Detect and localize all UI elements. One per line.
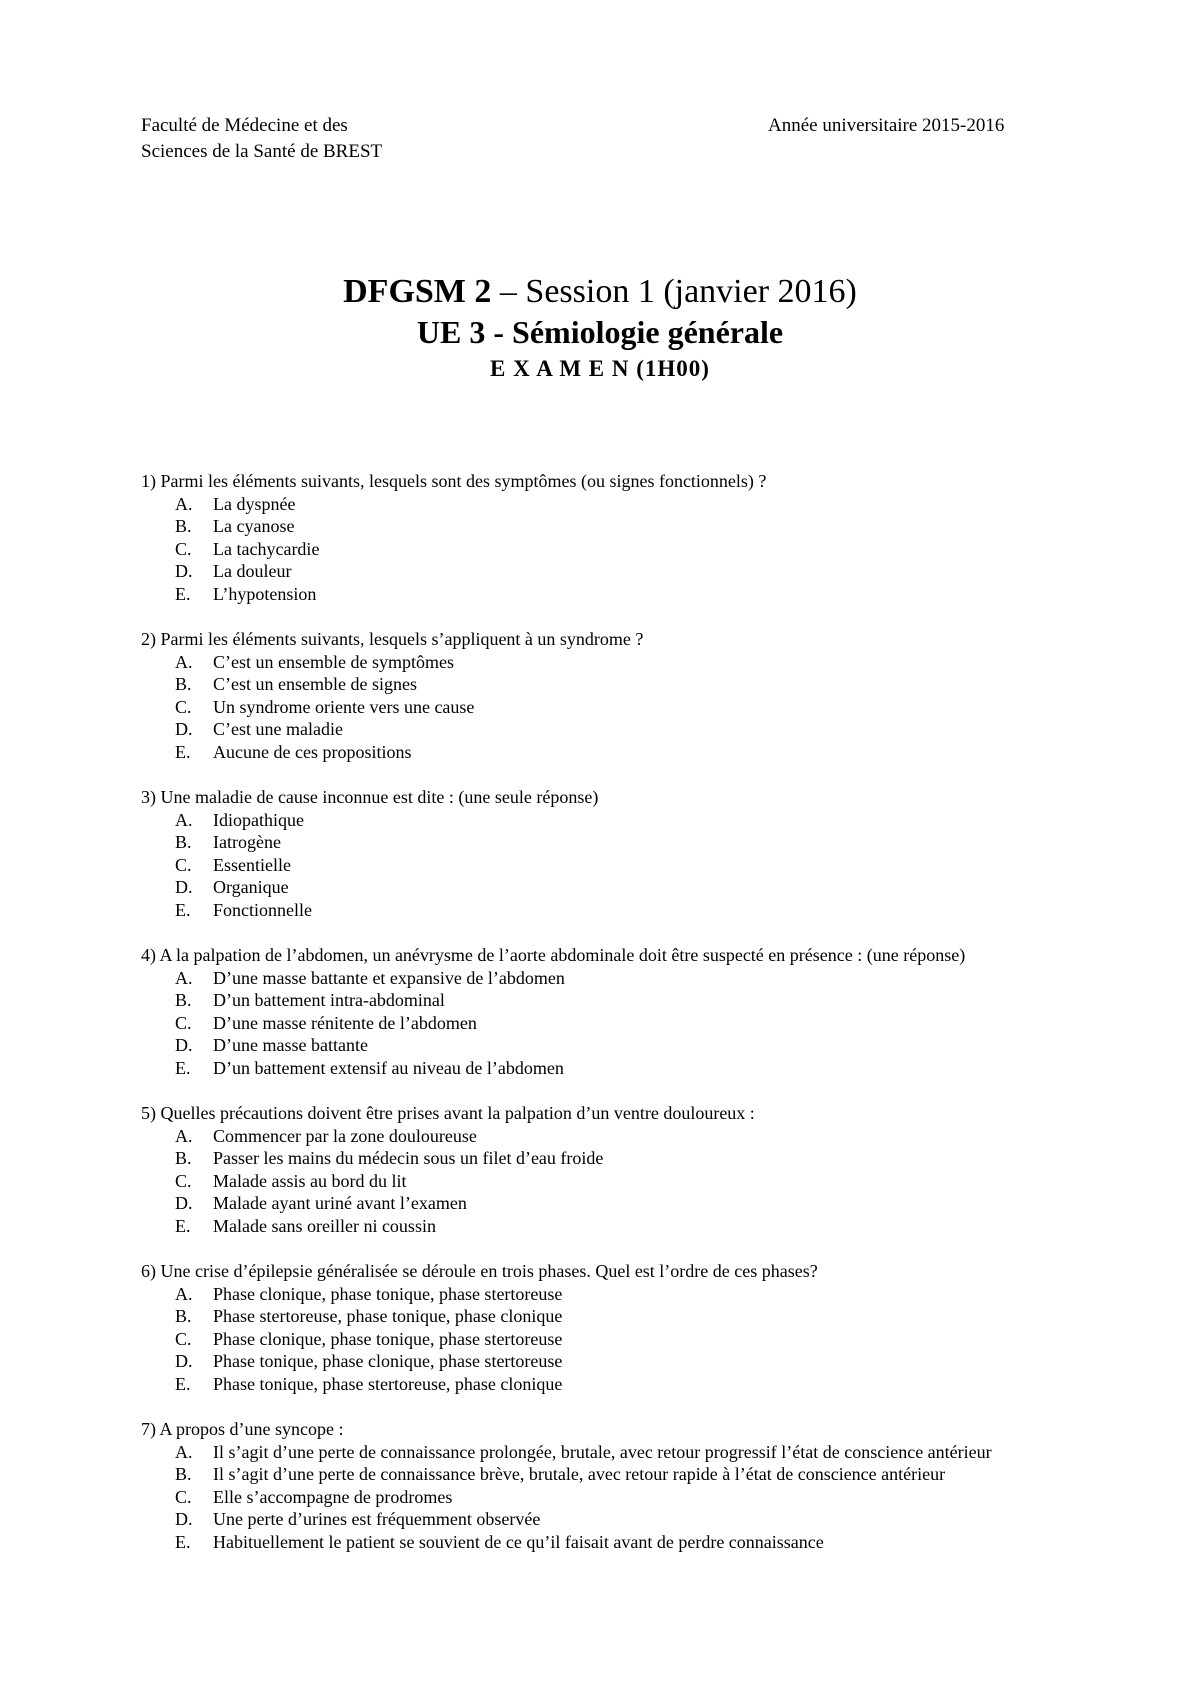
- option-letter: E.: [175, 1373, 191, 1394]
- session-label: – Session 1 (janvier 2016): [491, 273, 857, 310]
- answer-options: [141, 809, 1171, 922]
- option-text: Phase stertoreuse, phase tonique, phase clonique: [213, 1306, 563, 1326]
- option-letter: D.: [175, 719, 193, 739]
- question-text: 1) Parmi les éléments suivants, lesquels sont des symptômes (ou signes fonctionnels) ?: [141, 471, 767, 491]
- answer-option: [141, 967, 1171, 990]
- option-letter: C.: [175, 1328, 192, 1349]
- option-text: Idiopathique: [213, 809, 304, 830]
- answer-options: [141, 493, 1171, 606]
- answer-option: [141, 718, 1171, 741]
- option-letter: A.: [175, 1283, 193, 1304]
- option-text: Passer les mains du médecin sous un filet d’eau froide: [213, 1148, 604, 1168]
- option-letter: B.: [175, 832, 192, 852]
- answer-option: [141, 876, 1171, 899]
- option-text: Malade sans oreiller ni coussin: [213, 1215, 436, 1236]
- option-text: Elle s’accompagne de prodromes: [213, 1486, 453, 1507]
- question-2: [141, 628, 1171, 763]
- option-text: C’est une maladie: [213, 719, 343, 739]
- answer-option: [141, 1192, 1171, 1215]
- option-text: Il s’agit d’une perte de connaissance prolongée, brutale, avec retour progressif l’état de conscience antérieur: [213, 1441, 992, 1462]
- question-list: [141, 470, 1171, 1576]
- option-letter: B.: [175, 1148, 192, 1168]
- option-letter: E.: [175, 1057, 191, 1078]
- answer-option: [141, 831, 1171, 854]
- answer-option: [141, 1508, 1171, 1531]
- answer-options: [141, 1283, 1171, 1396]
- question-6: [141, 1260, 1171, 1395]
- answer-option: [141, 854, 1171, 877]
- option-text: Fonctionnelle: [213, 899, 312, 920]
- answer-option: [141, 493, 1171, 516]
- question-text: 6) Une crise d’épilepsie généralisée se déroule en trois phases. Quel est l’ordre de ces phases?: [141, 1261, 818, 1281]
- institution-line-2: Sciences de la Santé de BREST: [141, 141, 383, 162]
- answer-option: [141, 1373, 1171, 1396]
- option-letter: A.: [175, 493, 193, 514]
- option-letter: E.: [175, 899, 191, 920]
- option-letter: C.: [175, 1012, 192, 1033]
- option-text: D’une masse rénitente de l’abdomen: [213, 1012, 477, 1033]
- option-letter: C.: [175, 1170, 192, 1191]
- option-letter: D.: [175, 1035, 193, 1055]
- option-text: C’est un ensemble de symptômes: [213, 651, 454, 672]
- option-letter: E.: [175, 1531, 191, 1552]
- question-3: [141, 786, 1171, 921]
- answer-option: [141, 696, 1171, 719]
- answer-option: [141, 651, 1171, 674]
- option-letter: D.: [175, 1351, 193, 1371]
- academic-year: Année universitaire 2015-2016: [768, 115, 1005, 136]
- option-text: Habituellement le patient se souvient de ce qu’il faisait avant de perdre connaissance: [213, 1531, 824, 1552]
- answer-option: [141, 809, 1171, 832]
- option-text: Phase clonique, phase tonique, phase stertoreuse: [213, 1283, 563, 1304]
- option-letter: E.: [175, 583, 191, 604]
- option-letter: C.: [175, 538, 192, 559]
- question-text: 7) A propos d’une syncope :: [141, 1419, 344, 1439]
- option-letter: C.: [175, 1486, 192, 1507]
- answer-option: [141, 899, 1171, 922]
- answer-option: [141, 515, 1171, 538]
- answer-option: [141, 1170, 1171, 1193]
- option-text: Essentielle: [213, 854, 291, 875]
- answer-options: [141, 651, 1171, 764]
- question-7: [141, 1418, 1171, 1553]
- answer-option: [141, 1125, 1171, 1148]
- option-letter: A.: [175, 967, 193, 988]
- answer-option: [141, 1350, 1171, 1373]
- institution-header: [141, 113, 382, 165]
- option-text: La dyspnée: [213, 493, 296, 514]
- option-text: C’est un ensemble de signes: [213, 674, 417, 694]
- answer-option: [141, 1441, 1171, 1464]
- answer-option: [141, 1057, 1171, 1080]
- option-letter: D.: [175, 877, 193, 897]
- option-letter: E.: [175, 1215, 191, 1236]
- option-text: Phase tonique, phase stertoreuse, phase clonique: [213, 1373, 563, 1394]
- answer-option: [141, 741, 1171, 764]
- question-4: [141, 944, 1171, 1079]
- answer-option: [141, 1215, 1171, 1238]
- option-text: La tachycardie: [213, 538, 320, 559]
- answer-option: [141, 1486, 1171, 1509]
- answer-option: [141, 1034, 1171, 1057]
- answer-options: [141, 1125, 1171, 1238]
- answer-option: [141, 1531, 1171, 1554]
- option-letter: D.: [175, 1193, 193, 1213]
- exam-title-block: [0, 272, 1200, 386]
- answer-option: [141, 673, 1171, 696]
- answer-option: [141, 1305, 1171, 1328]
- option-text: D’une masse battante et expansive de l’abdomen: [213, 967, 565, 988]
- option-text: Organique: [213, 877, 289, 897]
- option-text: Commencer par la zone douloureuse: [213, 1125, 477, 1146]
- question-text: 4) A la palpation de l’abdomen, un anévrysme de l’aorte abdominale doit être suspecté en présence : (une réponse): [141, 945, 966, 965]
- question-5: [141, 1102, 1171, 1237]
- option-text: D’un battement extensif au niveau de l’abdomen: [213, 1057, 564, 1078]
- option-letter: D.: [175, 1509, 193, 1529]
- option-letter: C.: [175, 854, 192, 875]
- answer-option: [141, 538, 1171, 561]
- option-text: Il s’agit d’une perte de connaissance brève, brutale, avec retour rapide à l’état de conscience antérieur: [213, 1464, 946, 1484]
- option-letter: A.: [175, 809, 193, 830]
- question-text: 3) Une maladie de cause inconnue est dite : (une seule réponse): [141, 787, 599, 807]
- institution-line-1: Faculté de Médecine et des: [141, 115, 348, 136]
- exam-label: E X A M E N (1H00): [490, 356, 710, 381]
- answer-option: [141, 560, 1171, 583]
- program-name: DFGSM 2: [343, 273, 492, 310]
- option-text: D’une masse battante: [213, 1035, 368, 1055]
- option-letter: B.: [175, 516, 192, 536]
- option-text: La douleur: [213, 561, 292, 581]
- option-text: D’un battement intra-abdominal: [213, 990, 445, 1010]
- exam-title-line: [0, 272, 1200, 312]
- option-text: Aucune de ces propositions: [213, 741, 412, 762]
- option-text: Malade ayant uriné avant l’examen: [213, 1193, 467, 1213]
- option-letter: B.: [175, 1464, 192, 1484]
- option-text: L’hypotension: [213, 583, 317, 604]
- option-letter: B.: [175, 990, 192, 1010]
- question-text: 2) Parmi les éléments suivants, lesquels s’appliquent à un syndrome ?: [141, 629, 644, 649]
- question-1: [141, 470, 1171, 605]
- option-letter: E.: [175, 741, 191, 762]
- answer-option: [141, 1463, 1171, 1486]
- option-letter: D.: [175, 561, 193, 581]
- option-text: Phase tonique, phase clonique, phase stertoreuse: [213, 1351, 563, 1371]
- option-text: Malade assis au bord du lit: [213, 1170, 407, 1191]
- answer-option: [141, 1147, 1171, 1170]
- option-text: Un syndrome oriente vers une cause: [213, 696, 475, 717]
- option-letter: B.: [175, 1306, 192, 1326]
- option-letter: B.: [175, 674, 192, 694]
- option-letter: A.: [175, 651, 193, 672]
- option-letter: A.: [175, 1441, 193, 1462]
- course-title: UE 3 - Sémiologie générale: [416, 314, 784, 350]
- option-text: Iatrogène: [213, 832, 281, 852]
- answer-option: [141, 989, 1171, 1012]
- answer-option: [141, 1328, 1171, 1351]
- answer-options: [141, 1441, 1171, 1554]
- answer-option: [141, 1283, 1171, 1306]
- answer-option: [141, 1012, 1171, 1035]
- option-text: La cyanose: [213, 516, 295, 536]
- answer-option: [141, 583, 1171, 606]
- option-text: Une perte d’urines est fréquemment observée: [213, 1509, 541, 1529]
- option-letter: A.: [175, 1125, 193, 1146]
- question-text: 5) Quelles précautions doivent être prises avant la palpation d’un ventre douloureux :: [141, 1103, 755, 1123]
- answer-options: [141, 967, 1171, 1080]
- option-text: Phase clonique, phase tonique, phase stertoreuse: [213, 1328, 563, 1349]
- option-letter: C.: [175, 696, 192, 717]
